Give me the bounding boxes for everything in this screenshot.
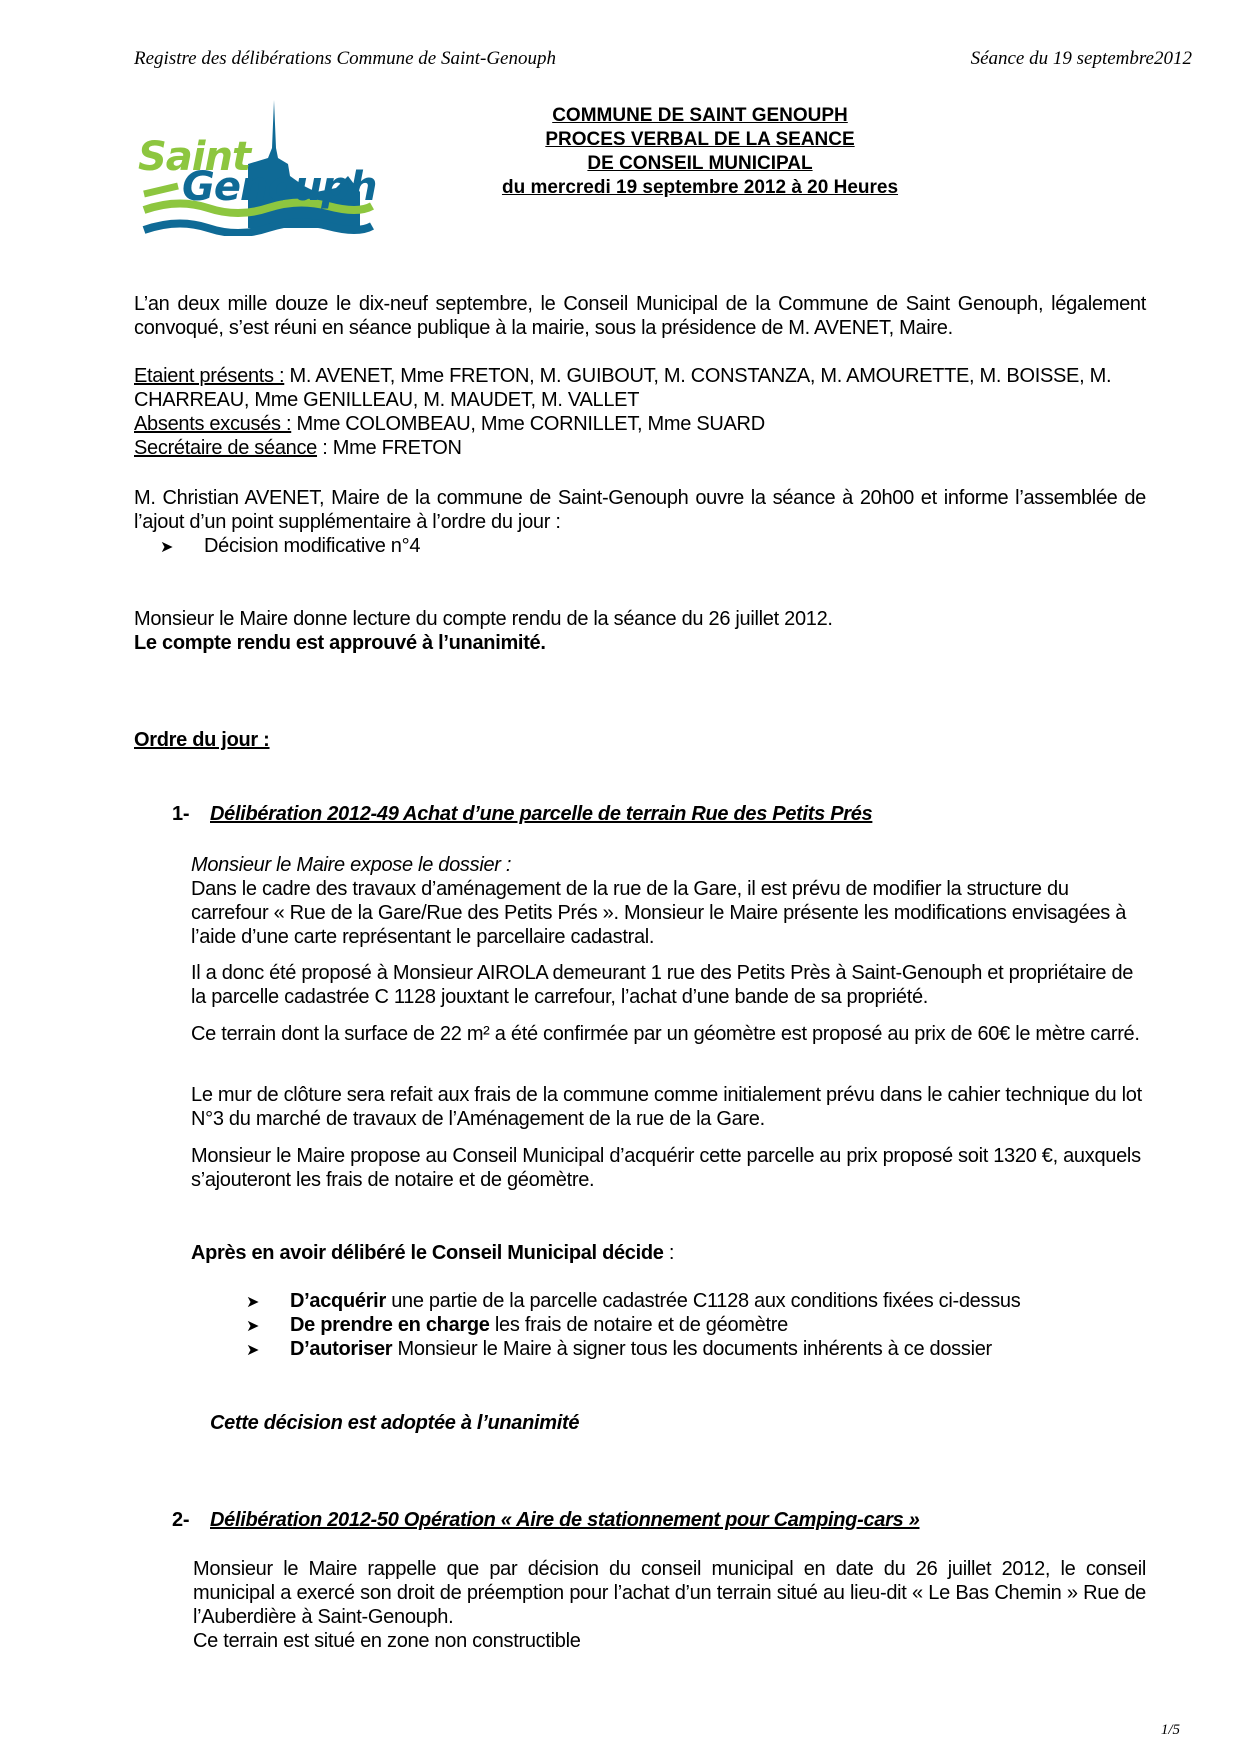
item-1-expose: Monsieur le Maire expose le dossier : (191, 854, 512, 876)
arrow-bullet-icon: ➤ (246, 1318, 260, 1335)
decision-intro-rest: : (663, 1242, 675, 1264)
decision-rest: les frais de notaire et de géomètre (489, 1314, 788, 1336)
title-line-1: COMMUNE DE SAINT GENOUPH (552, 105, 848, 126)
item-2-paragraph-2: Ce terrain est situé en zone non constructible (193, 1630, 581, 1652)
title-line-2: PROCES VERBAL DE LA SEANCE (545, 129, 855, 150)
item-1-paragraph-2: Il a donc été proposé à Monsieur AIROLA demeurant 1 rue des Petits Près à Saint-Genouph et propriétaire de la parcelle cadastrée C 1128 jouxtant le carrefour, l’achat d’une bande de sa propriété. (191, 962, 1134, 1008)
document-title (440, 104, 960, 200)
secretary-label: Secrétaire de séance (134, 437, 318, 459)
present-line (134, 364, 1146, 412)
agenda-heading: Ordre du jour : (134, 729, 270, 751)
minutes-approved: Le compte rendu est approuvé à l’unanimité. (134, 632, 546, 654)
item-2-title: Délibération 2012-50 Opération « Aire de stationnement pour Camping-cars » (210, 1509, 920, 1531)
running-header-left: Registre des délibérations Commune de Saint-Genouph (134, 48, 556, 69)
item-2-heading (172, 1508, 919, 1532)
decision-intro-bold: Après en avoir délibéré le Conseil Municipal décide (191, 1242, 664, 1264)
arrow-bullet-icon: ➤ (246, 1294, 260, 1311)
absent-value: Mme COLOMBEAU, Mme CORNILLET, Mme SUARD (291, 413, 765, 435)
opening-bullet-text: Décision modificative n°4 (204, 535, 421, 557)
item-1-number: 1- (172, 803, 190, 825)
secretary-line (134, 436, 1146, 460)
decision-bold: De prendre en charge (290, 1314, 490, 1336)
decision-rest: Monsieur le Maire à signer tous les documents inhérents à ce dossier (392, 1338, 992, 1360)
decision-item (246, 1337, 992, 1363)
item-1-title: Délibération 2012-49 Achat d’une parcelle de terrain Rue des Petits Prés (210, 803, 873, 825)
running-header-right: Séance du 19 septembre2012 (970, 48, 1192, 69)
logo-text-genouph: Genouph (182, 164, 377, 210)
arrow-bullet-icon: ➤ (160, 539, 174, 556)
decision-item (246, 1289, 1020, 1315)
item-1-result: Cette décision est adoptée à l’unanimité (210, 1412, 580, 1434)
intro-paragraph: L’an deux mille douze le dix-neuf septembre, le Conseil Municipal de la Commune de Saint Genouph, légalement convoqué, s’est réuni en séance publique à la mairie, sous la présidence de M. AVENET, Maire. (134, 293, 1146, 339)
absent-label: Absents excusés : (134, 413, 292, 435)
opening-paragraph: M. Christian AVENET, Maire de la commune de Saint-Genouph ouvre la séance à 20h00 et informe l’assemblée de l’ajout d’un point supplémentaire à l’ordre du jour : (134, 487, 1146, 533)
item-1-decision-intro (191, 1241, 1146, 1265)
commune-logo (138, 98, 377, 236)
attendance-block (134, 364, 1146, 460)
item-1-paragraph-5: Monsieur le Maire propose au Conseil Municipal d’acquérir cette parcelle au prix proposé soit 1320 €, auxquels s’ajouteront les frais de notaire et de géomètre. (191, 1145, 1141, 1191)
minutes-paragraph: Monsieur le Maire donne lecture du compte rendu de la séance du 26 juillet 2012. (134, 608, 833, 630)
item-1-paragraph-4: Le mur de clôture sera refait aux frais de la commune comme initialement prévu dans le cahier technique du lot N°3 du marché de travaux de l’Aménagement de la rue de la Gare. (191, 1084, 1142, 1130)
item-1-heading (172, 802, 872, 826)
item-1-paragraph-1: Dans le cadre des travaux d’aménagement de la rue de la Gare, il est prévu de modifier la structure du carrefour « Rue de la Gare/Rue des Petits Prés ». Monsieur le Maire présente les modifications envisagées à l’aide d’une carte représentant le parcellaire cadastral. (191, 878, 1127, 948)
opening-bullet (160, 534, 420, 560)
item-2-paragraph: Monsieur le Maire rappelle que par décision du conseil municipal en date du 26 juillet 2012, le conseil municipal a exercé son droit de préemption pour l’achat d’un terrain situé au lieu-dit « Le Bas Chemin » Rue de l’Auberdière à Saint-Genouph. (193, 1558, 1146, 1628)
decision-bold: D’autoriser (290, 1338, 393, 1360)
present-label: Etaient présents : (134, 365, 285, 387)
title-line-4: du mercredi 19 septembre 2012 à 20 Heures (501, 177, 899, 198)
secretary-value: : Mme FRETON (317, 437, 462, 459)
decision-item (246, 1313, 788, 1339)
absent-line (134, 412, 1146, 436)
arrow-bullet-icon: ➤ (246, 1342, 260, 1359)
item-2-number: 2- (172, 1509, 190, 1531)
item-1-paragraph-3: Ce terrain dont la surface de 22 m² a été confirmée par un géomètre est proposé au prix de 60€ le mètre carré. (191, 1023, 1140, 1045)
title-line-3: DE CONSEIL MUNICIPAL (587, 153, 813, 174)
present-value: M. AVENET, Mme FRETON, M. GUIBOUT, M. CONSTANZA, M. AMOURETTE, M. BOISSE, M. CHARREAU, Mme GENILLEAU, M. MAUDET, M. VALLET (134, 365, 1112, 411)
page-number: 1/5 (1160, 1722, 1180, 1738)
logo-text-saint: Saint (138, 134, 251, 180)
decision-bold: D’acquérir (290, 1290, 386, 1312)
decision-rest: une partie de la parcelle cadastrée C1128 aux conditions fixées ci-dessus (385, 1290, 1021, 1312)
